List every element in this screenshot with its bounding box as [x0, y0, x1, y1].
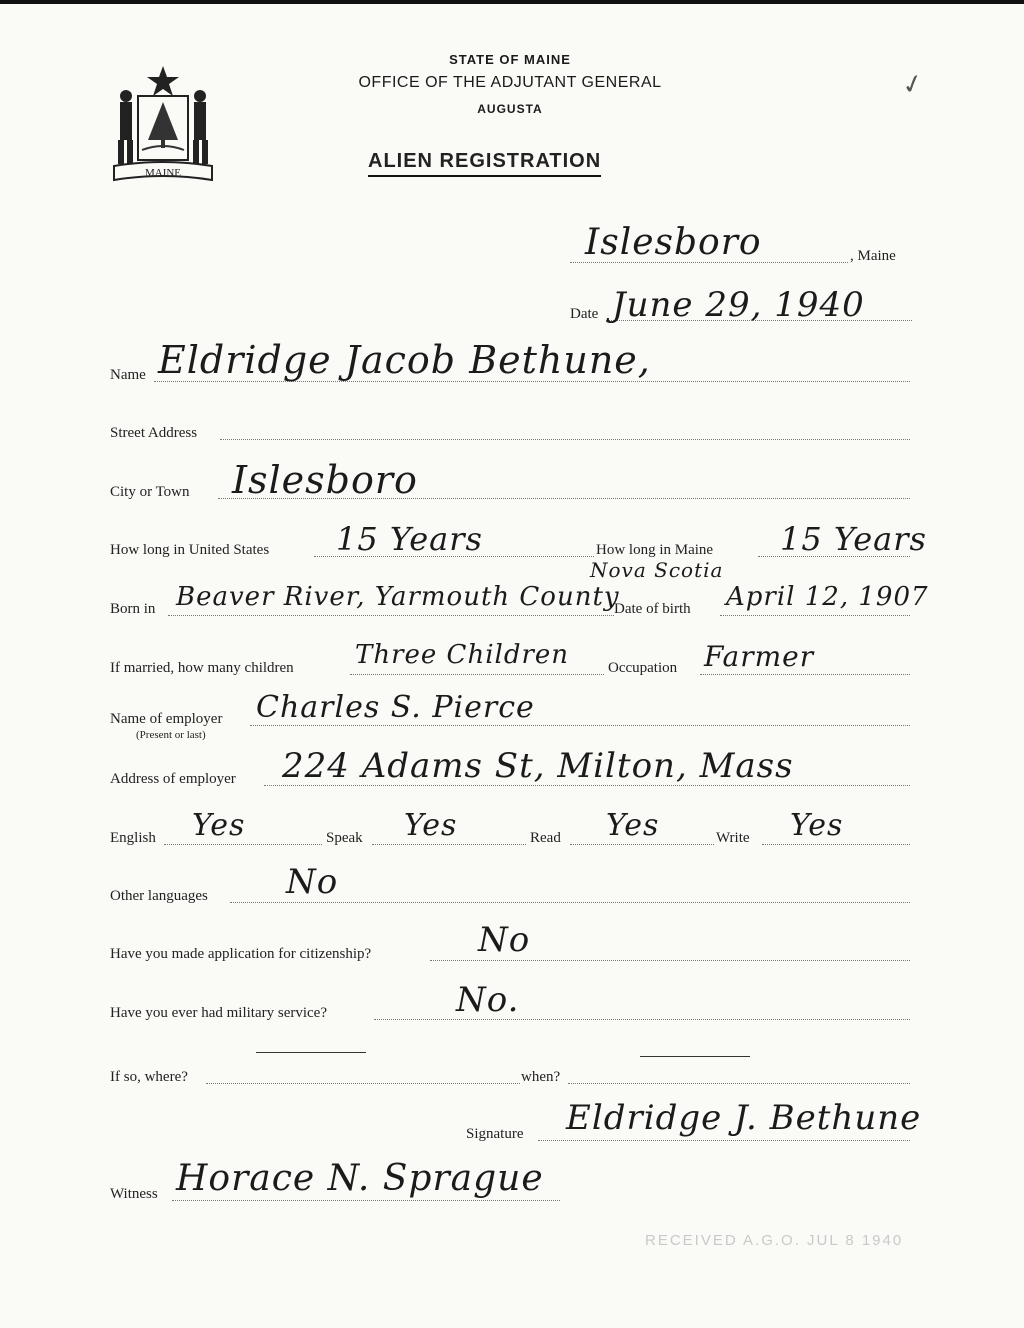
- name-label: Name: [110, 367, 146, 383]
- children-value: Three Children: [355, 640, 570, 670]
- how-long-us-label: How long in United States: [110, 542, 270, 558]
- where-label: If so, where?: [110, 1069, 188, 1085]
- city-heading: AUGUSTA: [477, 102, 543, 116]
- speak-label: Speak: [326, 830, 363, 846]
- occupation-label: Occupation: [608, 660, 678, 676]
- date-of-birth-value: April 12, 1907: [726, 582, 929, 612]
- employer-line: [250, 725, 910, 726]
- other-languages-label: Other languages: [110, 888, 208, 904]
- citizenship-line: [430, 960, 910, 961]
- date-label: Date: [570, 306, 599, 322]
- children-line: [350, 674, 604, 675]
- employer-note: (Present or last): [136, 729, 206, 741]
- maine-state-seal: [108, 62, 218, 192]
- read-label: Read: [530, 830, 561, 846]
- married-children-label: If married, how many children: [110, 660, 294, 676]
- write-line: [762, 844, 910, 845]
- when-dash: [640, 1056, 750, 1057]
- street-line: [220, 439, 910, 440]
- born-in-value: Beaver River, Yarmouth County: [176, 582, 620, 612]
- other-languages-line: [230, 902, 910, 903]
- employer-address-label: Address of employer: [110, 771, 236, 787]
- town-value: Islesboro: [585, 222, 762, 263]
- military-value: No.: [456, 980, 520, 1020]
- witness-line: [172, 1200, 560, 1201]
- other-languages-value: No: [286, 862, 339, 902]
- how-long-us-value: 15 Years: [336, 520, 483, 558]
- maine-label: , Maine: [850, 248, 896, 264]
- military-label: Have you ever had military service?: [110, 1005, 327, 1021]
- born-in-label: Born in: [110, 601, 156, 617]
- how-long-maine-label: How long in Maine: [596, 542, 714, 558]
- page-top-border: [0, 0, 1024, 4]
- street-label: Street Address: [110, 425, 198, 441]
- employer-address-value: 224 Adams St, Milton, Mass: [282, 746, 794, 786]
- witness-label: Witness: [110, 1186, 158, 1202]
- speak-value: Yes: [404, 808, 458, 843]
- how-long-maine-value: 15 Years: [780, 520, 927, 558]
- employer-value: Charles S. Pierce: [256, 690, 535, 725]
- military-line: [374, 1019, 910, 1020]
- born-in-line: [168, 615, 614, 616]
- check-mark: ✓: [898, 67, 928, 102]
- when-label: when?: [521, 1069, 561, 1085]
- name-value: Eldridge Jacob Bethune,: [158, 338, 651, 382]
- where-dash: [256, 1052, 366, 1053]
- citizenship-label: Have you made application for citizenship?: [110, 946, 372, 962]
- write-value: Yes: [790, 808, 844, 843]
- signature-label: Signature: [466, 1126, 524, 1142]
- occupation-value: Farmer: [704, 640, 815, 673]
- signature-line: [538, 1140, 910, 1141]
- english-value: Yes: [192, 808, 246, 843]
- signature-value: Eldridge J. Bethune: [566, 1098, 922, 1138]
- where-line: [206, 1083, 520, 1084]
- seal-banner-text: MAINE: [144, 167, 182, 179]
- received-stamp: RECEIVED A.G.O. JUL 8 1940: [645, 1232, 904, 1249]
- occupation-line: [700, 674, 910, 675]
- read-line: [570, 844, 714, 845]
- english-line: [164, 844, 322, 845]
- date-value: June 29, 1940: [612, 285, 865, 325]
- form-title: ALIEN REGISTRATION: [368, 150, 601, 177]
- date-of-birth-label: Date of birth: [614, 601, 691, 617]
- when-line: [568, 1083, 910, 1084]
- english-label: English: [110, 830, 156, 846]
- write-label: Write: [716, 830, 750, 846]
- witness-value: Horace N. Sprague: [176, 1158, 544, 1199]
- state-heading: STATE OF MAINE: [449, 52, 571, 67]
- born-region-value: Nova Scotia: [590, 558, 724, 582]
- employer-label: Name of employer: [110, 711, 223, 727]
- office-heading: OFFICE OF THE ADJUTANT GENERAL: [358, 74, 662, 91]
- read-value: Yes: [606, 808, 660, 843]
- city-label: City or Town: [110, 484, 190, 500]
- city-value: Islesboro: [232, 458, 418, 502]
- speak-line: [372, 844, 526, 845]
- date-of-birth-line: [720, 615, 910, 616]
- citizenship-value: No: [478, 920, 531, 960]
